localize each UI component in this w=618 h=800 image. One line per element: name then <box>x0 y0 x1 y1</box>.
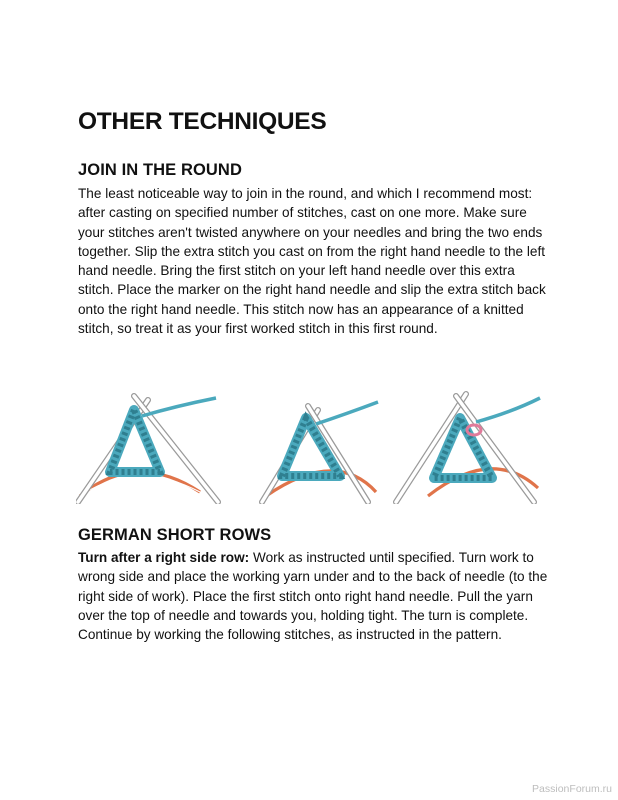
illustration-step-3 <box>392 388 542 504</box>
join-in-round-illustrations <box>76 388 542 504</box>
section-heading-german-short-rows: GERMAN SHORT ROWS <box>78 526 272 544</box>
watermark: PassionForum.ru <box>532 783 612 795</box>
german-short-rows-lead: Turn after a right side row: <box>78 550 250 565</box>
illustration-step-2 <box>236 388 386 504</box>
join-in-round-text: The least noticeable way to join in the round, and which I recommend most: after casting on specified number of stitches, cast on one more. Make sure your stitches aren't twisted anywhere on your needles and bring the two ends together. Slip the extra stitch you cast on from the right hand needle to the left hand needle. Bring the first stitch on your left hand needle over this extra stitch. Place the marker on the right hand needle and slip the extra stitch back onto the right hand needle. This stitch now has an appearance of a knitted stitch, so treat it as your first worked stitch in this first round. <box>78 186 546 337</box>
illustration-step-1 <box>76 388 226 504</box>
section-heading-join-in-round: JOIN IN THE ROUND <box>78 161 242 179</box>
page-title: OTHER TECHNIQUES <box>78 108 327 135</box>
german-short-rows-body: Work as instructed until specified. Turn work to wrong side and place the working yarn under and to the back of needle (to the right side of work). Place the first stitch onto right hand needle. Pull the yarn over the top of needle and towards you, holding tight. The turn is complete. Continue by working the following stitches, as instructed in the pattern. <box>78 550 548 643</box>
german-short-rows-text <box>78 548 548 644</box>
